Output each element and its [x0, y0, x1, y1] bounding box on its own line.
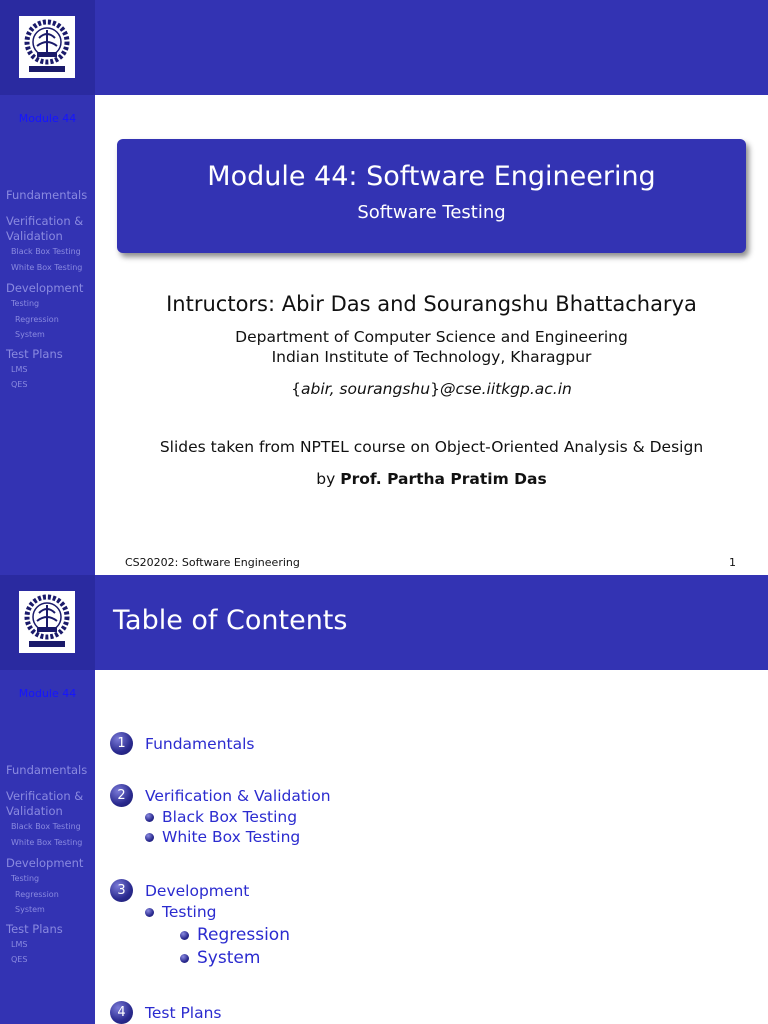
toc-subsublabel[interactable]: System [197, 948, 261, 968]
bullet-icon [145, 813, 154, 822]
nav-section-test-plans[interactable]: Test Plans [6, 346, 63, 361]
toc-subitem-black-box-testing[interactable] [145, 808, 297, 826]
toc-item-development[interactable] [110, 879, 249, 902]
bullet-icon [180, 954, 189, 963]
nav-item-lms[interactable]: LMS [11, 364, 28, 374]
toc-subsubitem-regression[interactable] [180, 925, 290, 945]
instructors: Intructors: Abir Das and Sourangshu Bhattacharya [166, 292, 697, 316]
nav-item-black-box-testing[interactable]: Black Box Testing [11, 822, 81, 831]
toc-sublabel[interactable]: Black Box Testing [162, 808, 298, 826]
nav-item-lms[interactable]: LMS [11, 939, 28, 949]
nav-item-qes[interactable]: QES [11, 955, 28, 964]
nav-item-system[interactable]: System [15, 330, 45, 339]
toc-sublabel[interactable]: White Box Testing [162, 828, 301, 846]
sidebar [0, 575, 95, 1024]
email: {abir, sourangshu}@cse.iitkgp.ac.in [291, 380, 572, 398]
nav-section-test-plans[interactable]: Test Plans [6, 921, 63, 936]
email-names: abir, sourangshu [300, 380, 431, 398]
byline [95, 470, 768, 488]
logo-box [0, 0, 95, 95]
institute: Indian Institute of Technology, Kharagpur [271, 348, 592, 366]
nav-section-development[interactable]: Development [6, 856, 84, 870]
bullet-icon [145, 833, 154, 842]
slide-title: Module 44: Software Engineering [207, 161, 656, 192]
module-link[interactable]: Module 44 [18, 112, 77, 125]
toc-item-verification-validation[interactable] [110, 784, 331, 807]
bullet-icon [145, 908, 154, 917]
nav-section-development[interactable]: Development [6, 281, 84, 295]
nav-item-black-box-testing[interactable]: Black Box Testing [11, 247, 81, 256]
nav-item-qes[interactable]: QES [11, 380, 28, 389]
toc-sublabel[interactable]: Testing [162, 903, 217, 921]
nav-item-system[interactable]: System [15, 905, 45, 914]
header-bar [95, 0, 768, 95]
module-link[interactable]: Module 44 [18, 687, 77, 700]
toc-number-ball-icon: 3 [110, 879, 133, 902]
toc-subitem-testing[interactable] [145, 903, 217, 921]
toc-number-ball-icon: 4 [110, 1001, 133, 1024]
iit-kharagpur-logo-icon [19, 16, 75, 78]
slide-subtitle: Software Testing [357, 202, 506, 223]
department: Department of Computer Science and Engineering [235, 328, 628, 346]
source-note: Slides taken from NPTEL course on Object-Oriented Analysis & Design [159, 438, 704, 456]
affiliation [95, 327, 768, 367]
nav-section-verification-validation[interactable]: Verification & Validation [6, 789, 84, 818]
nav-item-testing[interactable]: Testing [11, 874, 40, 883]
title-box [117, 139, 746, 253]
nav-item-white-box-testing[interactable]: White Box Testing [11, 262, 83, 272]
toc-label[interactable]: Development [145, 881, 250, 900]
nav-section-verification-validation[interactable]: Verification & Validation [6, 214, 84, 243]
toc-subsubitem-system[interactable] [180, 948, 260, 968]
nav-item-white-box-testing[interactable]: White Box Testing [11, 837, 83, 847]
toc-label[interactable]: Fundamentals [145, 734, 255, 753]
bullet-icon [180, 931, 189, 940]
toc-label[interactable]: Test Plans [145, 1003, 222, 1022]
footer-course: CS20202: Software Engineering [125, 556, 300, 569]
sidebar-nav [0, 755, 95, 968]
byline-prefix: by [316, 470, 336, 488]
nav-item-regression[interactable]: Regression [15, 889, 59, 899]
toc-item-fundamentals[interactable] [110, 732, 254, 755]
nav-section-fundamentals[interactable]: Fundamentals [6, 188, 88, 202]
logo-box [0, 575, 95, 670]
toc-item-test-plans[interactable] [110, 1001, 222, 1024]
toc-number-ball-icon: 2 [110, 784, 133, 807]
iit-kharagpur-logo-icon [19, 591, 75, 653]
sidebar-nav [0, 180, 95, 393]
toc-label[interactable]: Verification & Validation [145, 786, 331, 805]
toc-slide [0, 575, 768, 1024]
toc-number-ball-icon: 1 [110, 732, 133, 755]
email-domain: @cse.iitkgp.ac.in [439, 380, 572, 398]
sidebar [0, 0, 95, 575]
toc-subitem-white-box-testing[interactable] [145, 828, 300, 846]
toc-subsublabel[interactable]: Regression [197, 925, 290, 945]
byline-name: Prof. Partha Pratim Das [340, 470, 547, 488]
nav-item-regression[interactable]: Regression [15, 314, 59, 324]
frame-title: Table of Contents [113, 605, 348, 636]
nav-section-fundamentals[interactable]: Fundamentals [6, 763, 88, 777]
header-bar [95, 575, 768, 670]
page-number: 1 [729, 556, 736, 569]
nav-item-testing[interactable]: Testing [11, 299, 40, 308]
